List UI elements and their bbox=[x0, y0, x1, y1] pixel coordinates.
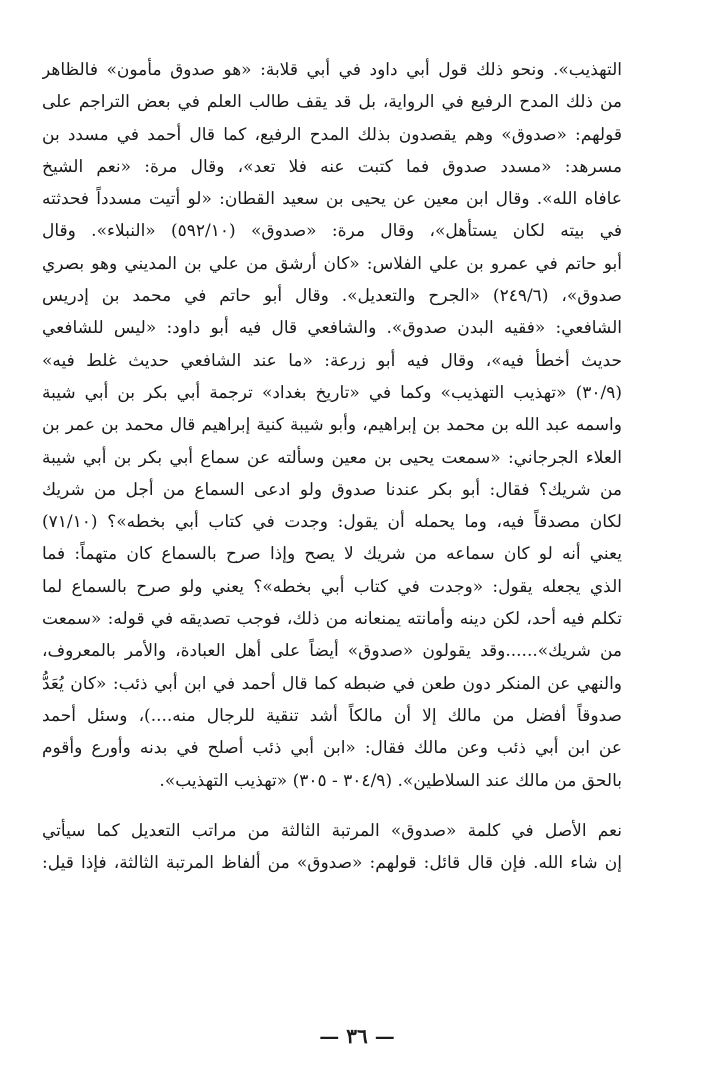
text-line: قولهم: «صدوق» وهم يقصدون بذلك المدح الرفيع، كما قال أحمد في مسدد بن bbox=[42, 124, 622, 145]
text-line: حديث أخطأ فيه»، وقال فيه أبو زرعة: «ما عند الشافعي حديث غلط فيه» bbox=[42, 350, 622, 371]
text-line: العلاء الجرجاني: «سمعت يحيى بن معين وسألته عن سماع أبي بكر بن أبي شيبة bbox=[42, 447, 622, 468]
text-line: من شريك؟ فقال: أبو بكر عندنا صدوق ولو ادعى السماع من أجل من شريك bbox=[42, 479, 622, 500]
text-line: لكان مصدقاً فيه، وما يحمله أن يقول: وجدت في كتاب أبي بخطه»؟ (٧١/١٠) bbox=[42, 512, 622, 533]
text-line: بالحق من مالك عند السلاطين». (٣٠٤/٩ - ٣٠٥) «تهذيب التهذيب». bbox=[159, 770, 622, 791]
text-line: في بيته لكان يستأهل»، وقال مرة: «صدوق» (٥٩٢/١٠) «النبلاء». وقال bbox=[42, 221, 622, 242]
text-line: صدوق»، (٢٤٩/٦) «الجرح والتعديل». وقال أبو حاتم في محمد بن إدريس bbox=[42, 286, 622, 307]
text-line: التهذيب». ونحو ذلك قول أبي داود في أبي قلابة: «هو صدوق مأمون» فالظاهر bbox=[42, 60, 622, 80]
paragraph-2 bbox=[42, 815, 622, 880]
page-number: — ٣٦ — bbox=[319, 1024, 395, 1048]
text-line: نعم الأصل في كلمة «صدوق» المرتبة الثالثة من مراتب التعديل كما سيأتي bbox=[42, 820, 622, 841]
text-line: إن شاء الله. فإن قال قائل: قولهم: «صدوق» من ألفاظ المرتبة الثالثة، فإذا قيل: bbox=[42, 853, 622, 874]
text-line: تكلم فيه أحد، لكن دينه وأمانته يمنعانه من ذلك، فوجب تصديقه في قوله: «سمعت bbox=[42, 609, 622, 630]
text-line: الذي يجعله يقول: «وجدت في كتاب أبي بخطه»؟ يعني ولو صرح بالسماع لما bbox=[42, 576, 622, 597]
text-line: الشافعي: «فقيه البدن صدوق». والشافعي قال فيه أبو داود: «ليس للشافعي bbox=[42, 318, 622, 339]
text-line: مسرهد: «مسدد صدوق فما كتبت عنه فلا تعد»، وقال مرة: «نعم الشيخ bbox=[42, 156, 622, 177]
text-line: صدوقاً أفضل من مالك إلا أن مالكاً أشد تنقية للرجال منه....)، وسئل أحمد bbox=[42, 705, 622, 726]
text-line: يعني أنه لو كان سماعه من شريك لا يصح وإذا صرح بالسماع كان متهماً: فما bbox=[42, 544, 622, 565]
text-line: عافاه الله». وقال ابن معين عن يحيى بن سعيد القطان: «لو أتيت مسدداً فحدثته bbox=[42, 189, 622, 210]
text-line: واسمه عبد الله بن محمد بن إبراهيم، وأبو شيبة كنية إبراهيم قال محمد بن عمر بن bbox=[42, 415, 622, 436]
paragraph-1 bbox=[42, 54, 622, 797]
text-line: من شريك»......وقد يقولون «صدوق» أيضاً على أهل العبادة، والأمر بالمعروف، bbox=[42, 641, 622, 662]
text-line: والنهي عن المنكر دون طعن في ضبطه كما قال أحمد في ابن أبي ذئب: «كان يُعَدُّ bbox=[42, 673, 622, 694]
text-line: من ذلك المدح الرفيع في الرواية، بل قد يقف طالب العلم في بعض التراجم على bbox=[42, 92, 622, 113]
text-line: أبو حاتم في عمرو بن علي الفلاس: «كان أرشق من علي بن المديني وهو بصري bbox=[42, 253, 622, 274]
text-line: (٣٠/٩) «تهذيب التهذيب» وكما في «تاريخ بغداد» ترجمة أبي بكر بن أبي شيبة bbox=[42, 382, 622, 403]
text-line: عن ابن أبي ذئب وعن مالك فقال: «ابن أبي ذئب أصلح في بدنه وأورع وأقوم bbox=[42, 738, 622, 759]
